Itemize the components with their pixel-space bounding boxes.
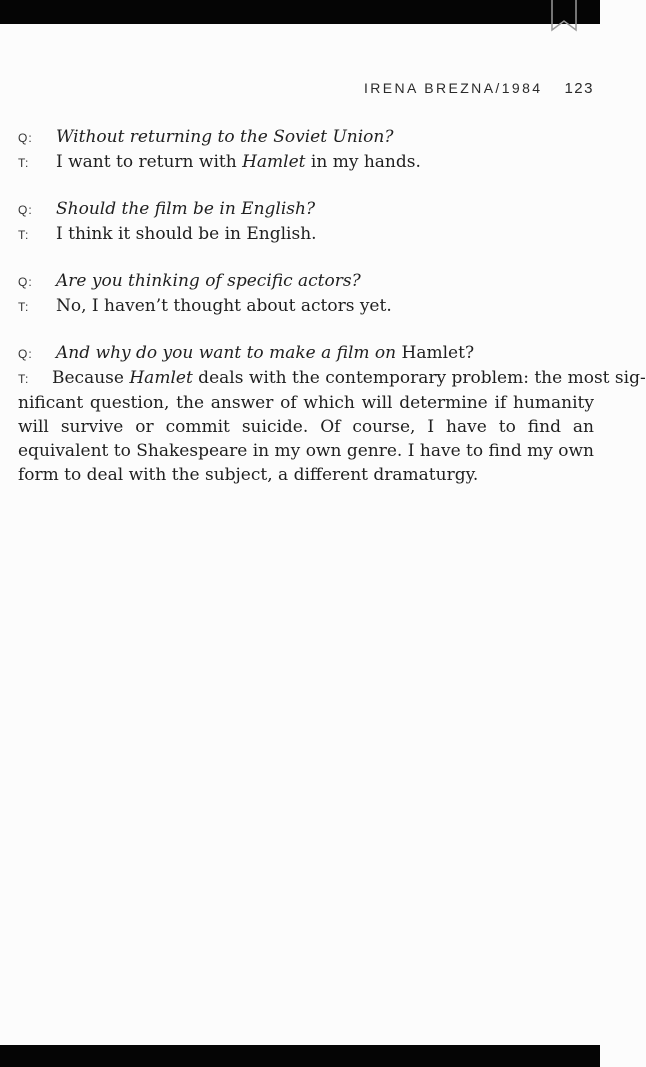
t-label: T: [18,300,30,314]
bookmark-icon[interactable] [551,0,577,32]
answer-text: I think it should be in English. [56,224,317,244]
top-status-bar [0,0,600,24]
running-head: IRENA BREZNA/1984 [363,80,543,96]
exchange-2 [18,197,594,247]
answer-title: Hamlet [242,152,306,172]
question-text: Are you thinking of specific actors? [56,271,361,291]
q-label: Q: [18,275,33,289]
t-label: T: [18,228,30,242]
bottom-bar [0,1045,600,1067]
question-text: Without returning to the Soviet Union? [56,127,394,147]
question-title: Hamlet? [401,343,475,363]
t-label: T: [18,372,30,386]
answer-text-start: I want to return with [56,152,243,172]
answer-text-line1: deals with the contemporary problem: the most sig- [192,368,646,388]
answer-text: No, I haven’t thought about actors yet. [56,296,392,316]
answer-title: Hamlet [129,368,193,388]
answer-text-start: Because [52,368,130,388]
question-text: And why do you want to make a film on [56,343,402,363]
exchange-1 [18,125,594,175]
q-label: Q: [18,131,33,145]
answer-text-end: in my hands. [305,152,421,172]
answer-paragraph: nificant question, the answer of which will determine if humanity will survive or commit suicide. Of course, I have to find an equivalent to Shakespeare in my own genre. I have to find my own form to deal with the subject, a different dramaturgy. [18,393,594,485]
q-label: Q: [18,347,33,361]
exchange-3 [18,269,594,319]
exchange-4 [18,341,646,487]
t-label: T: [18,156,30,170]
running-header [364,80,594,97]
q-label: Q: [18,203,33,217]
question-text: Should the film be in English? [56,199,316,219]
page-number: 123 [564,80,594,97]
